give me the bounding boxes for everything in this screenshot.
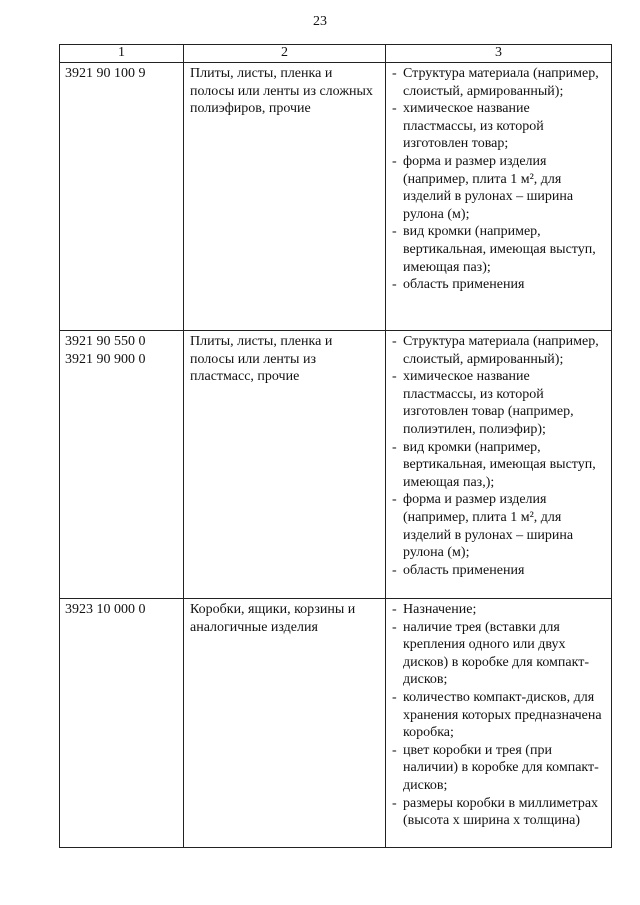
code-cell (60, 331, 184, 599)
table-row (60, 63, 612, 331)
list-item: - химическое название пластмассы, из которой изготовлен товар; (392, 101, 544, 152)
characteristics-cell (386, 63, 612, 331)
characteristic-text: область применения (403, 562, 525, 578)
characteristics-cell (386, 599, 612, 848)
description-cell (184, 331, 386, 599)
list-item: - размеры коробки в миллиметрах (высота х ширина х толщина) (392, 795, 599, 829)
characteristic-text: наличие трея (вставки для крепления одного или двух дисков) в коробке для компакт-дисков; (403, 619, 590, 688)
characteristic-text: химическое название пластмассы, из которой изготовлен товар; (403, 101, 544, 152)
characteristic-text: цвет коробки и трея (при наличии) в коробке для компакт-дисков; (403, 742, 599, 793)
code-cell (60, 599, 184, 848)
description-cell (184, 63, 386, 331)
list-item: - вид кромки (например, вертикальная, имеющая выступ, имеющая паз); (392, 224, 596, 275)
table-row (60, 599, 612, 848)
column-header-2: 2 (184, 45, 386, 63)
characteristic-text: Структура материала (например, слоистый, армированный); (403, 334, 599, 367)
list-item: - Структура материала (например, слоистый, армированный); (392, 66, 599, 99)
commodity-code: 3923 10 000 0 (65, 602, 146, 617)
commodity-code: 3921 90 900 0 (65, 351, 146, 367)
list-item: - цвет коробки и трея (при наличии) в коробке для компакт-дисков; (392, 742, 599, 793)
code-cell (60, 63, 184, 331)
list-item: - количество компакт-дисков, для хранения которых предназначена коробка; (392, 689, 602, 741)
characteristics-cell (386, 331, 612, 599)
classification-table (59, 44, 612, 848)
list-item: - Назначение; (392, 602, 477, 617)
characteristic-text: количество компакт-дисков, для хранения которых предназначена коробка; (403, 689, 602, 741)
characteristic-text: Назначение; (403, 602, 477, 617)
characteristic-text: химическое название пластмассы, из которой изготовлен товар (например, полиэтилен, полиэфир); (403, 369, 574, 437)
characteristics-list (392, 601, 605, 830)
commodity-code: 3921 90 550 0 (65, 334, 146, 349)
list-item: - вид кромки (например, вертикальная, имеющая выступ, имеющая паз,); (392, 439, 596, 490)
page-number: 23 (313, 14, 327, 29)
commodity-code: 3921 90 100 9 (65, 66, 146, 81)
characteristic-text: форма и размер изделия (например, плита 1 м², для изделий в рулонах – ширина рулона (м); (403, 492, 574, 561)
product-description: Плиты, листы, пленка и полосы или ленты из сложных полиэфиров, прочие (190, 66, 373, 117)
column-header-3: 3 (386, 45, 612, 63)
list-item: - Структура материала (например, слоистый, армированный); (392, 334, 599, 367)
characteristic-text: Структура материала (например, слоистый, армированный); (403, 66, 599, 99)
list-item: - область применения (392, 562, 525, 578)
list-item: - наличие трея (вставки для крепления одного или двух дисков) в коробке для компакт-дисков; (392, 619, 590, 688)
characteristics-list (392, 333, 605, 579)
product-description: Коробки, ящики, корзины и аналогичные изделия (190, 602, 356, 635)
characteristic-text: вид кромки (например, вертикальная, имеющая выступ, имеющая паз); (403, 224, 596, 275)
product-description: Плиты, листы, пленка и полосы или ленты из пластмасс, прочие (190, 334, 333, 385)
characteristic-text: вид кромки (например, вертикальная, имеющая выступ, имеющая паз,); (403, 439, 596, 490)
characteristic-text: размеры коробки в миллиметрах (высота х ширина х толщина) (403, 795, 599, 829)
characteristic-text: форма и размер изделия (например, плита 1 м², для изделий в рулонах – ширина рулона (м); (403, 153, 574, 222)
column-header-1: 1 (60, 45, 184, 63)
table-row (60, 331, 612, 599)
list-item: - форма и размер изделия (например, плита 1 м², для изделий в рулонах – ширина рулона (м); (392, 492, 574, 561)
list-item: - химическое название пластмассы, из которой изготовлен товар (например, полиэтилен, полиэфир); (392, 369, 574, 437)
list-item: - форма и размер изделия (например, плита 1 м², для изделий в рулонах – ширина рулона (м); (392, 153, 574, 222)
characteristics-list (392, 65, 605, 294)
table-header-row (60, 45, 612, 63)
characteristic-text: область применения (403, 277, 525, 293)
description-cell (184, 599, 386, 848)
list-item: - область применения (392, 277, 525, 293)
